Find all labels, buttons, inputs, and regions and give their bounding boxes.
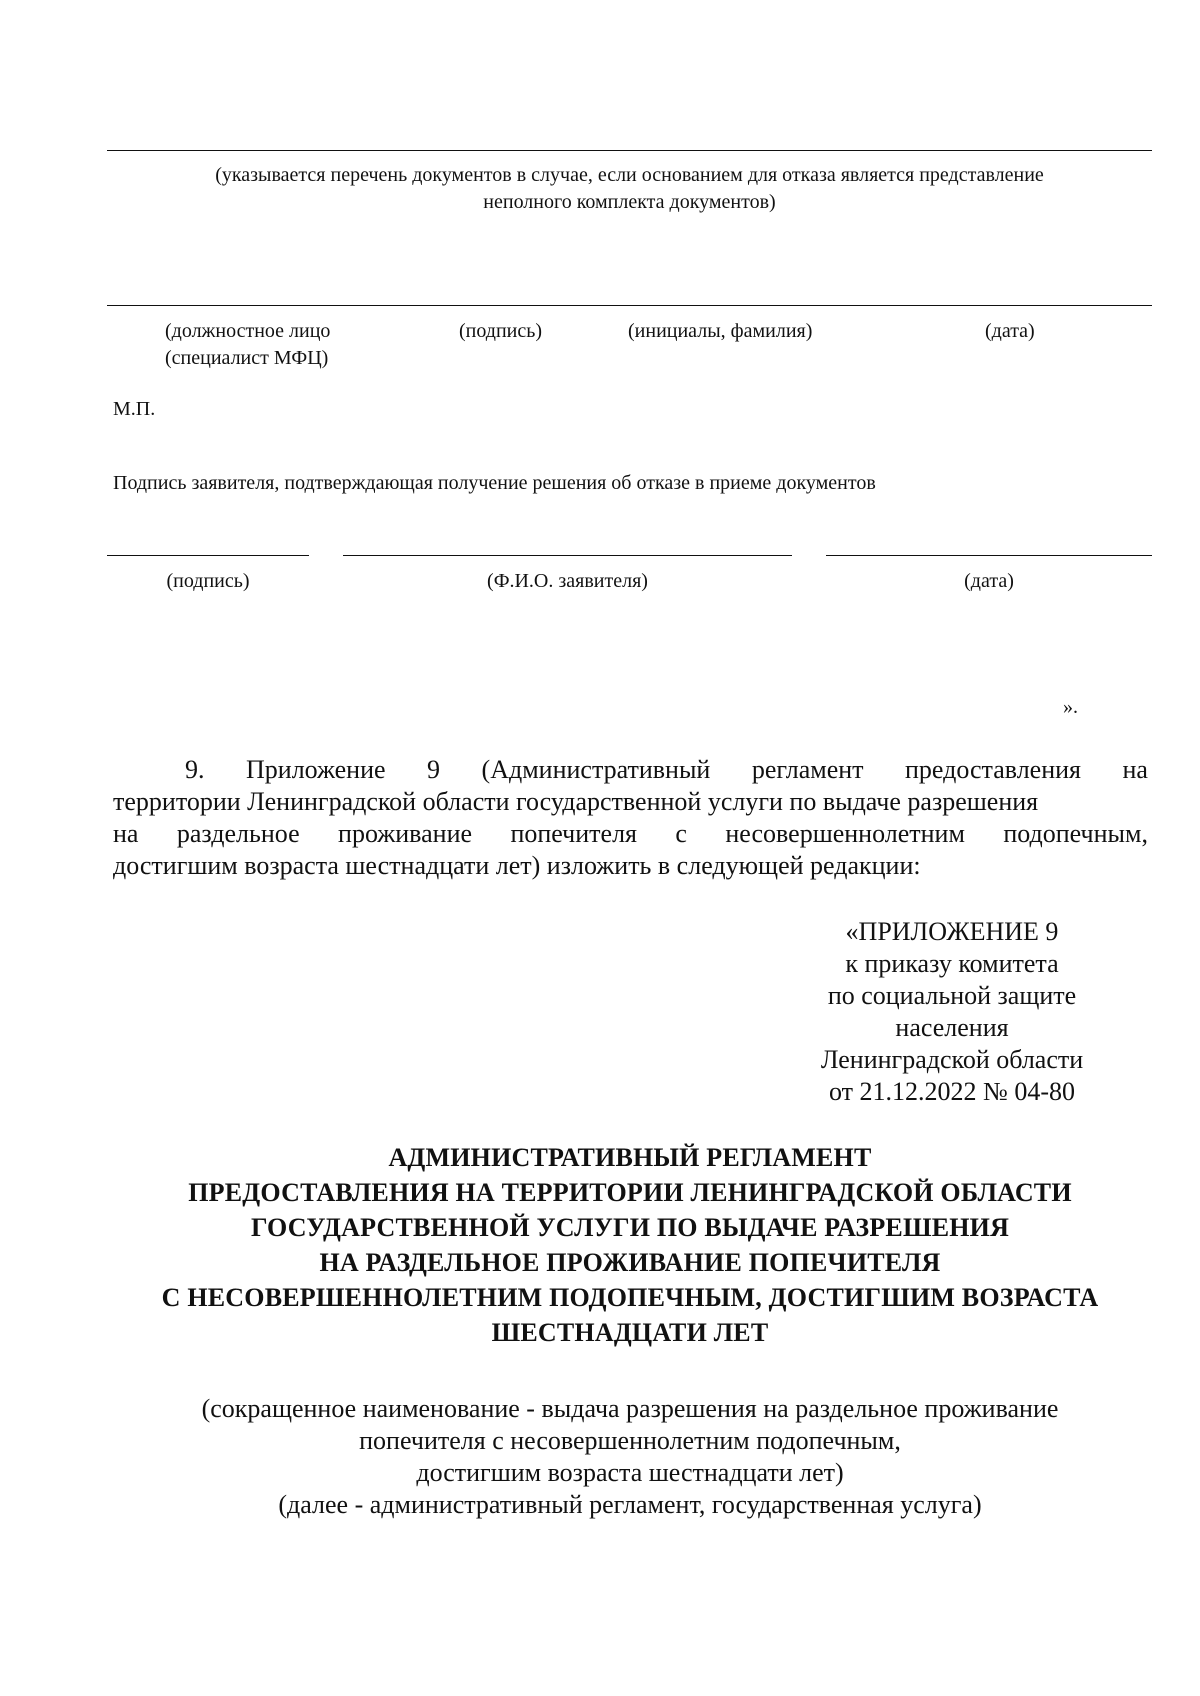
- paragraph-9-word: предоставления: [905, 755, 1081, 784]
- regulation-title-line4: НА РАЗДЕЛЬНОЕ ПРОЖИВАНИЕ ПОПЕЧИТЕЛЯ: [319, 1248, 941, 1277]
- document-list-note: [107, 162, 1152, 216]
- regulation-title-line5: С НЕСОВЕРШЕННОЛЕТНИМ ПОДОПЕЧНЫМ, ДОСТИГШИМ ВОЗРАСТА: [161, 1283, 1099, 1312]
- official-signature-line: [107, 305, 1152, 306]
- document-list-note-line2: неполного комплекта документов): [483, 191, 776, 213]
- short-name: [100, 1393, 1160, 1521]
- official-date-caption: (дата): [985, 320, 1035, 342]
- official-signature-caption: (подпись): [459, 320, 543, 342]
- paragraph-9-word: проживание: [338, 819, 473, 848]
- regulation-title: [100, 1140, 1160, 1350]
- paragraph-9-line2: территории Ленинградской области государственной услуги по выдаче разрешения: [113, 787, 1039, 816]
- regulation-title-line3: ГОСУДАРСТВЕННОЙ УСЛУГИ ПО ВЫДАЧЕ РАЗРЕШЕНИЯ: [250, 1213, 1010, 1242]
- appendix-header-line1: «ПРИЛОЖЕНИЕ 9: [845, 917, 1059, 946]
- paragraph-9-word: Приложение: [246, 755, 386, 784]
- applicant-signature-line: [107, 555, 309, 556]
- paragraph-9-line4: достигшим возраста шестнадцати лет) изложить в следующей редакции:: [113, 851, 921, 880]
- appendix-header-line5: Ленинградской области: [820, 1045, 1084, 1074]
- paragraph-9: [113, 754, 1148, 882]
- appendix-header-line4: населения: [895, 1013, 1009, 1042]
- paragraph-9-word: подопечным,: [1003, 819, 1148, 848]
- official-position-caption: [165, 318, 395, 372]
- official-initials-caption: (инициалы, фамилия): [628, 320, 813, 342]
- paragraph-9-word: попечителя: [510, 819, 637, 848]
- regulation-title-line1: АДМИНИСТРАТИВНЫЙ РЕГЛАМЕНТ: [388, 1143, 872, 1172]
- appendix-header-line3: по социальной защите: [827, 981, 1077, 1010]
- regulation-title-line2: ПРЕДОСТАВЛЕНИЯ НА ТЕРРИТОРИИ ЛЕНИНГРАДСКОЙ ОБЛАСТИ: [188, 1178, 1072, 1207]
- paragraph-9-line3: [113, 818, 1148, 850]
- appendix-header: [792, 916, 1112, 1108]
- closing-quote: ».: [1063, 696, 1078, 718]
- short-name-line4: (далее - административный регламент, государственная услуга): [278, 1490, 982, 1519]
- applicant-date-caption: (дата): [964, 570, 1014, 592]
- applicant-date-line: [826, 555, 1152, 556]
- paragraph-9-word: с: [675, 819, 687, 848]
- applicant-signature-text: Подпись заявителя, подтверждающая получение решения об отказе в приеме документов: [113, 472, 876, 494]
- paragraph-9-word: на: [1122, 755, 1148, 784]
- appendix-header-line2: к приказу комитета: [845, 949, 1059, 978]
- regulation-title-line6: ШЕСТНАДЦАТИ ЛЕТ: [491, 1318, 769, 1347]
- paragraph-9-word: (Административный: [481, 755, 711, 784]
- short-name-line2: попечителя с несовершеннолетним подопечным,: [359, 1426, 901, 1455]
- paragraph-9-word: регламент: [751, 755, 864, 784]
- paragraph-9-word: несовершеннолетним: [725, 819, 965, 848]
- short-name-line3: достигшим возраста шестнадцати лет): [416, 1458, 844, 1487]
- paragraph-9-word: раздельное: [176, 819, 300, 848]
- appendix-header-line6: от 21.12.2022 № 04-80: [829, 1077, 1075, 1106]
- applicant-fio-line: [343, 555, 792, 556]
- document-list-line: [107, 150, 1152, 151]
- document-list-note-line1: (указывается перечень документов в случае, если основанием для отказа является представление: [215, 164, 1044, 186]
- paragraph-9-word: на: [113, 819, 139, 848]
- official-position-line1: (должностное лицо: [165, 320, 331, 342]
- paragraph-9-word: 9.: [185, 755, 205, 784]
- stamp-label: М.П.: [113, 398, 156, 420]
- applicant-signature-caption: (подпись): [166, 570, 250, 592]
- paragraph-9-line1: [113, 754, 1148, 786]
- applicant-fio-caption: (Ф.И.О. заявителя): [487, 570, 648, 592]
- short-name-line1: (сокращенное наименование - выдача разрешения на раздельное проживание: [201, 1394, 1059, 1423]
- paragraph-9-word: 9: [427, 755, 441, 784]
- official-position-line2: (специалист МФЦ): [165, 347, 329, 369]
